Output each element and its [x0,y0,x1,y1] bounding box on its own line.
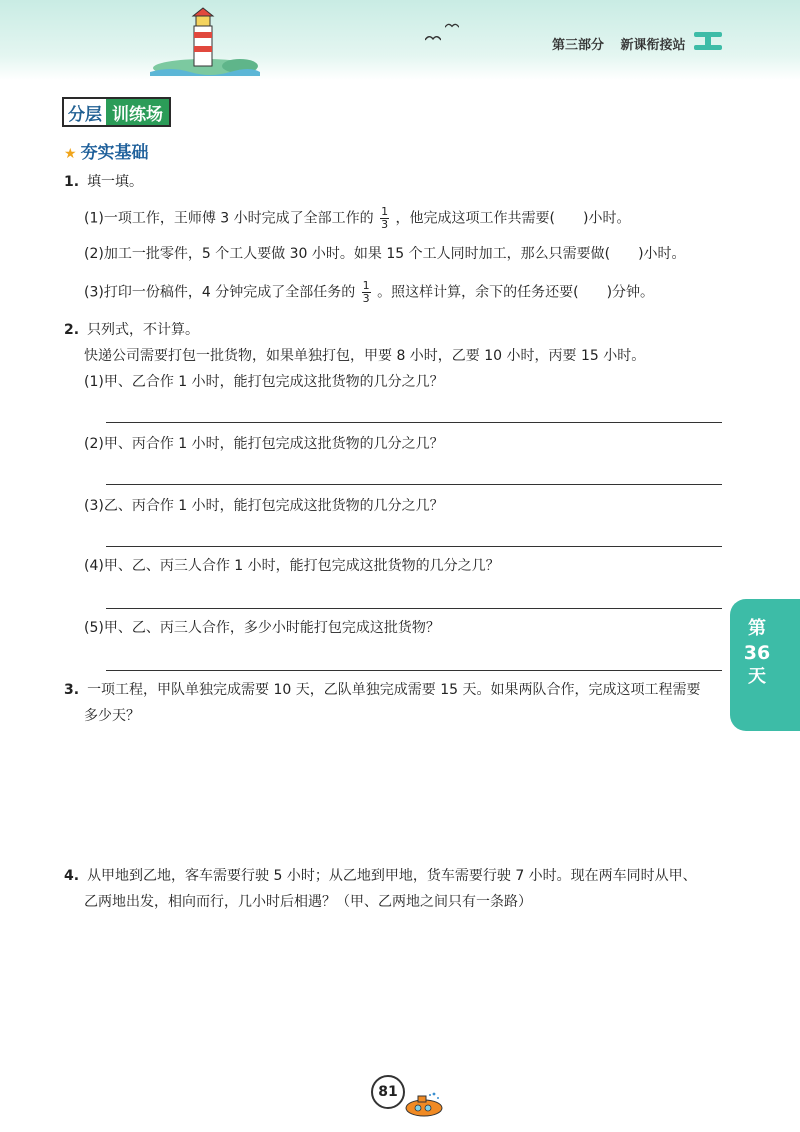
q4-line-2: 乙两地出发，相向而行，几小时后相遇？（甲、乙两地之间只有一条路） [84,894,532,910]
section-label-b: 训练场 [106,99,169,125]
lighthouse-illustration [150,6,260,76]
page-header [0,0,800,80]
q1-item-1 [84,206,630,231]
answer-line[interactable] [106,608,722,609]
q1-item-1-text-a: (1)一项工作，王师傅 3 小时完成了全部工作的 [84,210,374,227]
bird-icon [425,34,441,42]
page-number: 81 [371,1075,405,1109]
q2-intro: 快递公司需要打包一批货物，如果单独打包，甲要 8 小时，乙要 10 小时，丙要 15 小时。 [84,348,646,364]
section-label-a: 分层 [64,99,106,125]
q1-item-1-text-c: )小时。 [583,210,631,227]
q1-item-1-text-b: ，他完成这项工作共需要( [395,210,556,227]
answer-line[interactable] [106,670,722,671]
q4-line-1 [64,866,697,886]
answer-line[interactable] [106,422,722,423]
q1-item-3-text-c: )分钟。 [606,284,655,301]
fraction-denominator: 3 [381,218,389,231]
q3-line-1-text: 一项工程，甲队单独完成需要 10 天，乙队单独完成需要 15 天。如果两队合作，完成这项工程需要 [87,682,701,698]
q2-item-3: (3)乙、丙合作 1 小时，能打包完成这批货物的几分之几？ [84,498,444,514]
fraction-numerator: 1 [381,205,389,218]
fraction-denominator: 3 [362,292,370,305]
q1-item-2-text-b: )小时。 [638,246,686,262]
q4-line-1-text: 从甲地到乙地，客车需要行驶 5 小时；从乙地到甲地，货车需要行驶 7 小时。现在两车同时从甲、 [87,868,697,884]
q1-title [64,172,143,192]
fraction [362,280,371,305]
section-title-box [62,97,171,127]
q2-number: 2. [64,322,80,338]
q3-line-2: 多少天？ [84,708,140,724]
q2-item-4: (4)甲、乙、丙三人合作 1 小时，能打包完成这批货物的几分之几？ [84,558,500,574]
fraction-numerator: 1 [362,279,370,292]
fraction [380,206,389,231]
q1-item-2-text-a: (2)加工一批零件，5 个工人要做 30 小时。如果 15 个工人同时加工，那么只需要做( [84,246,611,262]
q2-item-5: (5)甲、乙、丙三人合作，多少小时能打包完成这批货物？ [84,620,440,636]
day-side-tab [730,599,800,731]
answer-line[interactable] [106,484,722,485]
bird-icon [445,22,459,29]
answer-line[interactable] [106,546,722,547]
q3-line-1 [64,680,701,700]
q3-number: 3. [64,682,80,698]
header-part: 第三部分 [552,38,605,53]
submarine-icon [400,1092,444,1118]
q1-item-3-text-a: (3)打印一份稿件，4 分钟完成了全部任务的 [84,284,356,301]
q1-item-2 [84,244,686,264]
star-icon: ★ [64,146,77,162]
q1-number: 1. [64,174,80,190]
q2-title [64,320,199,340]
header-decoration-icon [690,28,726,54]
header-section-title: 新课衔接站 [620,38,686,53]
q1-item-3-text-b: 。照这样计算，余下的任务还要( [377,284,579,301]
day-tab-top: 第 [748,618,766,639]
q1-title-text: 填一填。 [87,174,144,190]
q2-title-text: 只列式，不计算。 [87,322,200,338]
subsection-title [64,138,149,163]
header-title [552,34,698,53]
day-tab-number: 36 [743,642,771,664]
q1-item-3 [84,280,654,305]
q2-item-2: (2)甲、丙合作 1 小时，能打包完成这批货物的几分之几？ [84,436,444,452]
q4-number: 4. [64,868,80,884]
subsection-text: 夯实基础 [80,143,149,163]
q2-item-1: (1)甲、乙合作 1 小时，能打包完成这批货物的几分之几？ [84,374,444,390]
day-tab-bottom: 天 [748,666,766,687]
